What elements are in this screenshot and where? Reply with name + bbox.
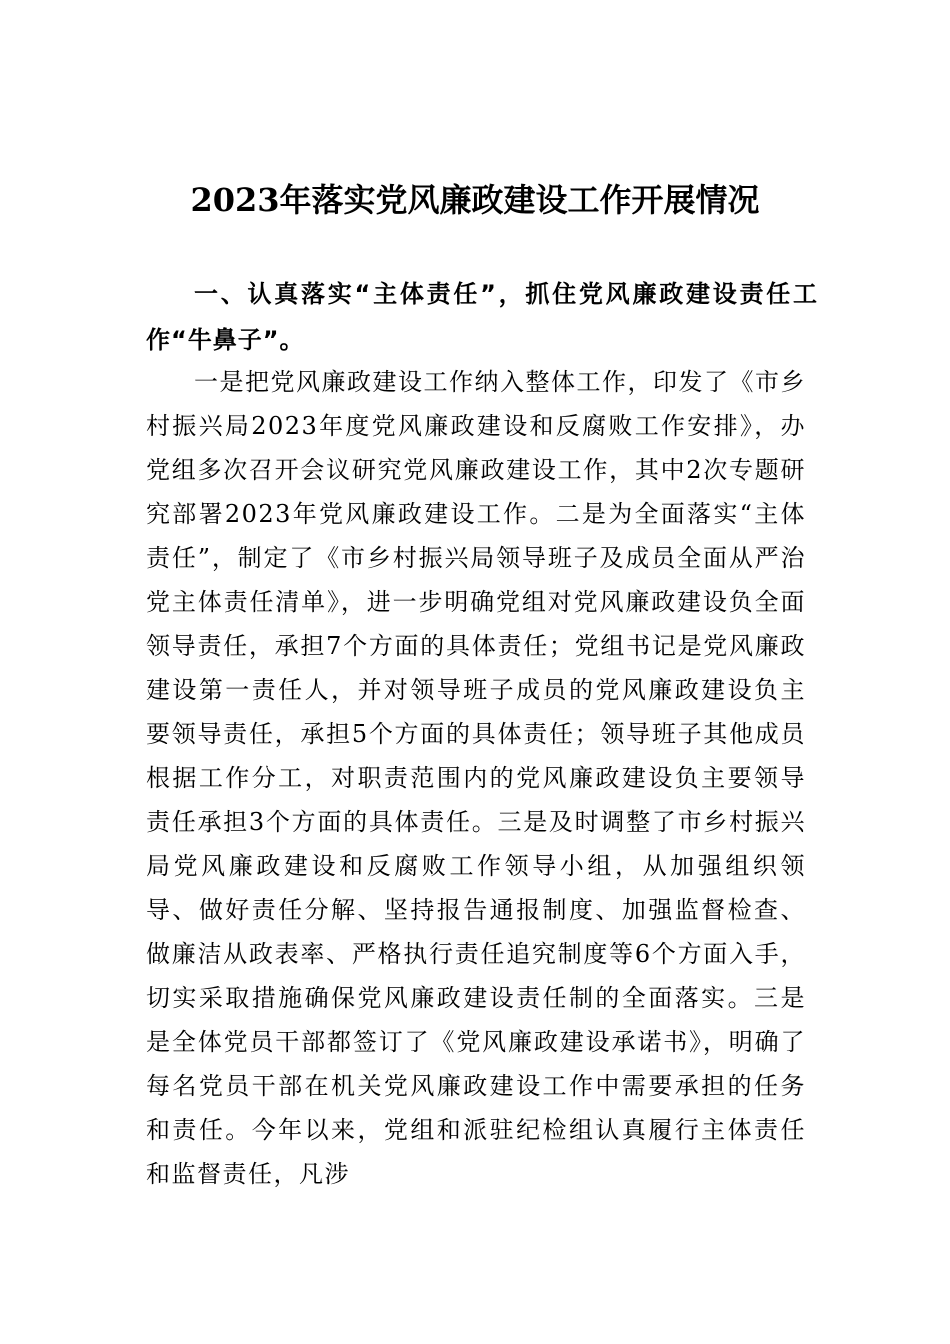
document-title: 2023年落实党风廉政建设工作开展情况: [190, 181, 760, 219]
body-paragraph: 一是把党风廉政建设工作纳入整体工作，印发了《市乡村振兴局2023年度党风廉政建设和反腐败工作安排》，办党组多次召开会议研究党风廉政建设工作，其中2次专题研究部署2023年党风廉政建设工作。二是为全面落实“主体责任”，制定了《市乡村振兴局领导班子及成员全面从严治党主体责任清单》，进一步明确党组对党风廉政建设负全面领导责任，承担7个方面的具体责任；党组书记是党风廉政建设第一责任人，并对领导班子成员的党风廉政建设负主要领导责任，承担5个方面的具体责任；领导班子其他成员根据工作分工，对职责范围内的党风廉政建设负主要领导责任承担3个方面的具体责任。三是及时调整了市乡村振兴局党风廉政建设和反腐败工作领导小组，从加强组织领导、做好责任分解、坚持报告通报制度、加强监督检查、做廉洁从政表率、严格执行责任追究制度等6个方面入手，切实采取措施确保党风廉政建设责任制的全面落实。三是是全体党员干部都签订了《党风廉政建设承诺书》，明确了每名党员干部在机关党风廉政建设工作中需要承担的任务和责任。今年以来，党组和派驻纪检组认真履行主体责任和监督责任，凡涉: [146, 368, 806, 1188]
section-heading: 一、认真落实“主体责任”，抓住党风廉政建设责任工作“牛鼻子”。: [146, 280, 818, 354]
